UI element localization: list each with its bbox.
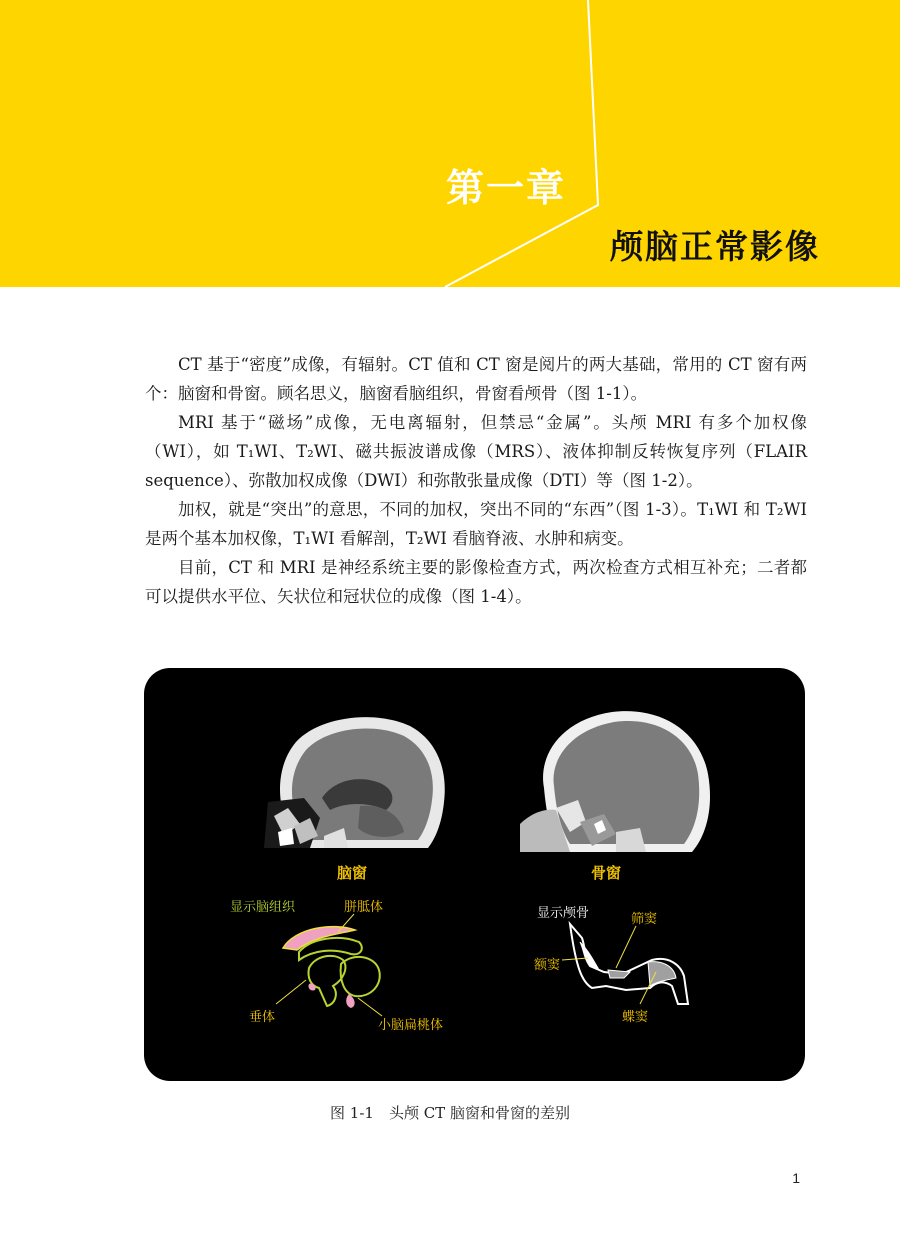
label-frontal-sinus: 额窦: [534, 958, 561, 973]
label-pituitary: 垂体: [249, 1010, 276, 1025]
brain-diagram-title: 显示脑组织: [230, 900, 296, 915]
bone-window-label: 骨窗: [591, 864, 622, 882]
brain-window-label: 脑窗: [337, 864, 368, 882]
bone-diagram-title: 显示颅骨: [537, 906, 590, 921]
label-ethmoid-sinus: 筛窦: [631, 912, 658, 927]
label-sphenoid-sinus: 蝶窦: [622, 1010, 649, 1025]
paragraph: MRI 基于“磁场”成像，无电离辐射，但禁忌“金属”。头颅 MRI 有多个加权像（WI），如 T₁WI、T₂WI、磁共振波谱成像（MRS）、液体抑制反转恢复序列（FLAIR sequence）、弥散加权成像（DWI）和弥散张量成像（DTI）等（图 1-2）。: [145, 413, 807, 490]
figure-caption: 图 1-1 头颅 CT 脑窗和骨窗的差别: [330, 1104, 570, 1122]
bone-diagram-leader-lines: [144, 668, 805, 1081]
chapter-header: [0, 0, 900, 287]
chapter-title: 颅脑正常影像: [610, 227, 820, 266]
page-number: 1: [792, 1170, 800, 1186]
chapter-number: 第一章: [446, 166, 567, 210]
label-cerebellar-tonsil: 小脑扁桃体: [378, 1018, 444, 1033]
body-text: [145, 350, 807, 611]
label-corpus-callosum: 胼胝体: [344, 900, 384, 915]
paragraph: 加权，就是“突出”的意思，不同的加权，突出不同的“东西”（图 1-3）。T₁WI 和 T₂WI 是两个基本加权像，T₁WI 看解剖，T₂WI 看脑脊液、水肿和病变。: [145, 500, 807, 548]
paragraph: 目前，CT 和 MRI 是神经系统主要的影像检查方式，两次检查方式相互补充；二者都可以提供水平位、矢状位和冠状位的成像（图 1-4）。: [145, 558, 807, 606]
figure-ct-windows: [144, 668, 805, 1081]
paragraph: CT 基于“密度”成像，有辐射。CT 值和 CT 窗是阅片的两大基础，常用的 CT 窗有两个：脑窗和骨窗。顾名思义，脑窗看脑组织，骨窗看颅骨（图 1-1）。: [145, 355, 807, 403]
